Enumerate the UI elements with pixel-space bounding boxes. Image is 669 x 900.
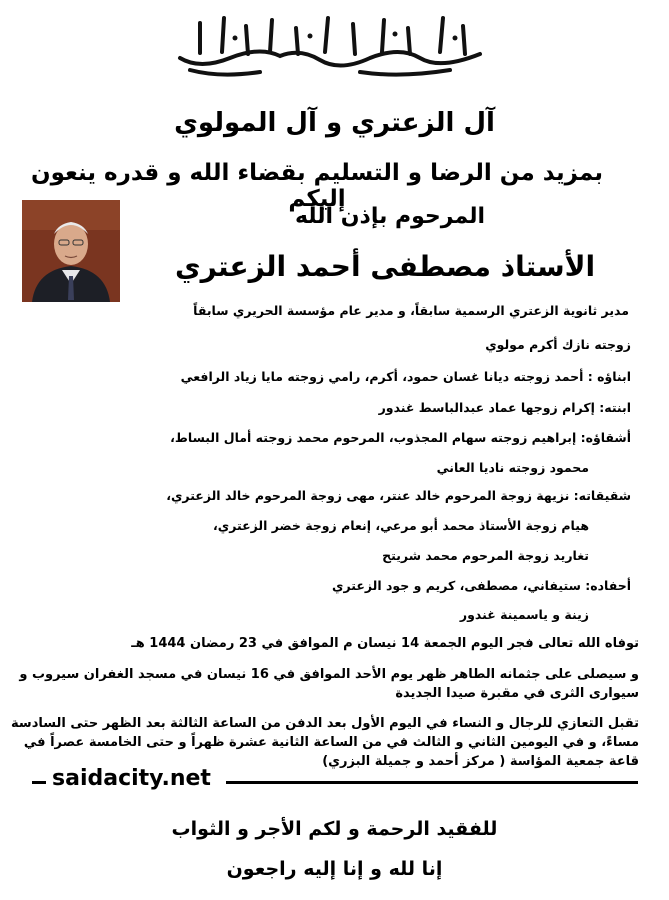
sisters-line-3: تغاريد زوجة المرحوم محمد شريتح bbox=[382, 548, 589, 563]
closing-verse: إنا لله و إنا إليه راجعون bbox=[226, 858, 443, 880]
announcement-line: بمزيد من الرضا و التسليم بقضاء الله و قدره ينعون إليكم bbox=[30, 160, 604, 212]
condolence-line-2: مساءً، و في اليومين الثاني و الثالث في من الساعة الثانية عشرة ظهراً و حتى الخامسة عصراً في bbox=[23, 735, 639, 750]
prayer-line-2: سيوارى الثرى في مقبرة صيدا الجديدة bbox=[395, 686, 639, 701]
family-names: آل الزعتري و آل المولوي bbox=[174, 108, 495, 138]
sisters-line-1: شقيقاته: نزيهة زوجة المرحوم خالد عنتر، مهى زوجة المرحوم خالد الزعتري، bbox=[166, 488, 631, 503]
calligraphy-art bbox=[160, 8, 500, 80]
condolence-line-3: قاعة جمعية المؤاسة ( مركز أحمد و جميلة البزري) bbox=[322, 754, 639, 769]
deceased-name: الأستاذ مصطفى أحمد الزعتري bbox=[174, 250, 596, 283]
divider-left bbox=[32, 781, 46, 784]
deceased-prefix: المرحوم بإذن الله bbox=[294, 204, 486, 229]
brothers-line-2: محمود زوجته ناديا العاني bbox=[436, 460, 589, 475]
sisters-line-2: هيام زوجة الأستاذ محمد أبو مرعي، إنعام زوجة خضر الزعتري، bbox=[213, 518, 589, 533]
daughter-line: ابنته: إكرام زوجها عماد عبدالباسط غندور bbox=[378, 400, 631, 415]
grandchildren-line-1: أحفاده: ستيفاني، مصطفى، كريم و جود الزعتري bbox=[332, 578, 631, 593]
sons-line: ابناؤه : أحمد زوجته ديانا غسان حمود، أكرم، رامي زوجته مايا زياد الرافعي bbox=[180, 369, 631, 384]
closing-prayer: للفقيد الرحمة و لكم الأجر و الثواب bbox=[171, 818, 498, 840]
grandchildren-line-2: زينة و ياسمينة غندور bbox=[459, 607, 589, 622]
death-notice: توفاه الله تعالى فجر اليوم الجمعة 14 نيسان م الموافق في 23 رمضان 1444 هـ bbox=[131, 636, 639, 651]
divider-right bbox=[226, 781, 638, 784]
brothers-line-1: أشقاؤه: إبراهيم زوجته سهام المجذوب، المرحوم محمد زوجته أمال البساط، bbox=[170, 430, 631, 445]
watermark-site: saidacity.net bbox=[52, 766, 211, 791]
prayer-line-1: و سيصلى على جثمانه الطاهر ظهر يوم الأحد الموافق في 16 نيسان في مسجد الغفران سيروب و bbox=[19, 667, 639, 682]
deceased-photo bbox=[22, 200, 120, 302]
wife-line: زوجته نازك أكرم مولوي bbox=[485, 337, 631, 352]
position-line: مدير ثانوية الزعتري الرسمية سابقاً، و مدير عام مؤسسة الحريري سابقاً bbox=[193, 303, 629, 318]
calligraphy-logo bbox=[160, 8, 500, 80]
condolence-line-1: تقبل التعازي للرجال و النساء في اليوم الأول بعد الدفن من الساعة الثالثة بعد الظهر حتى السادسة bbox=[11, 716, 639, 731]
